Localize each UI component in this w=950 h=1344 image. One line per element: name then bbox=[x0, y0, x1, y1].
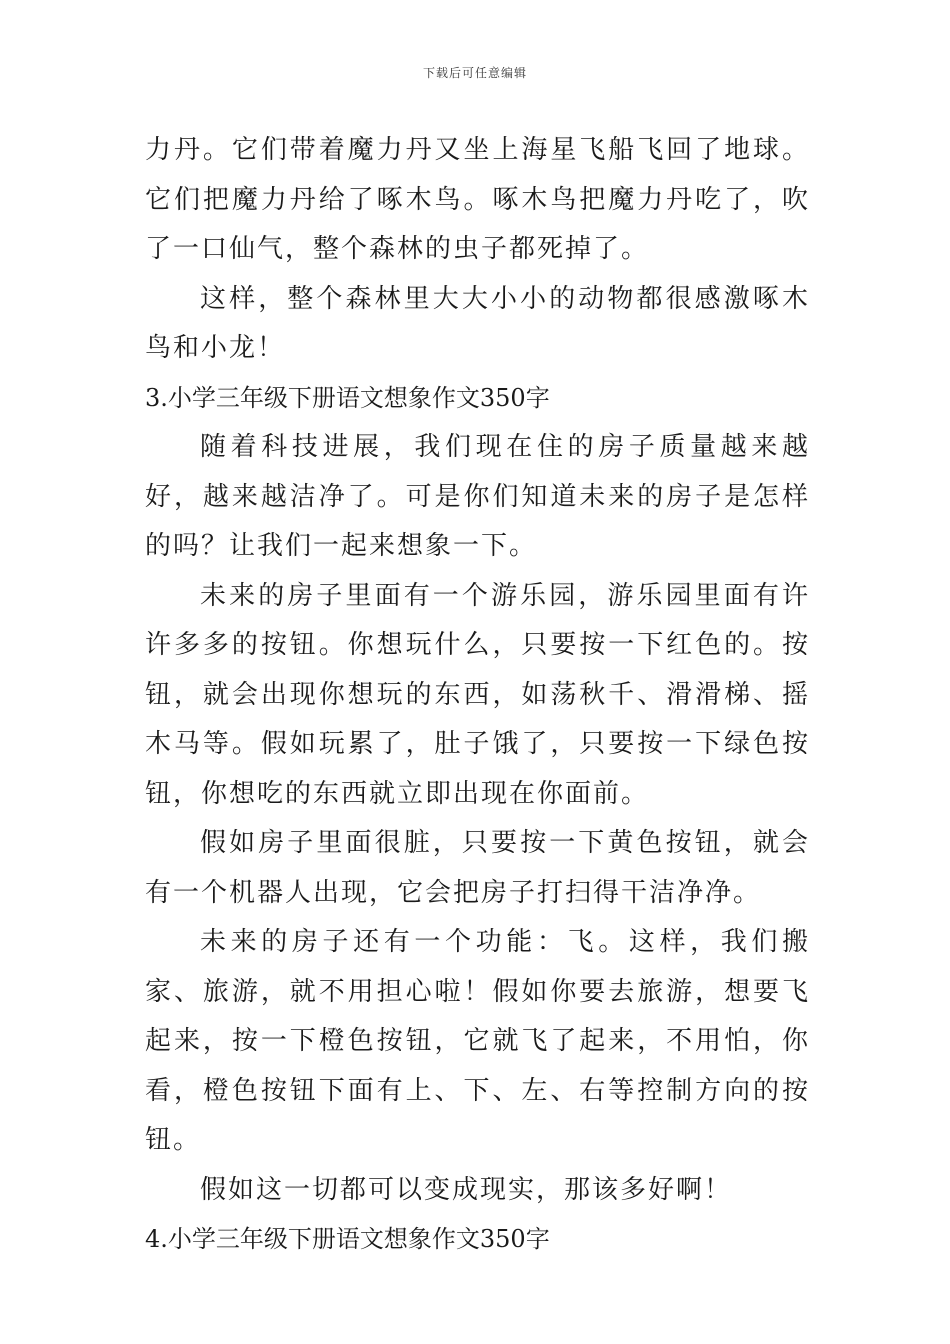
document-body bbox=[145, 126, 810, 1265]
paragraph-6: 未来的房子还有一个功能：飞。这样，我们搬家、旅游，就不用担心啦！假如你要去旅游，想要飞起来，按一下橙色按钮，它就飞了起来，不用怕，你看，橙色按钮下面有上、下、左、右等控制方向的按钮。 bbox=[145, 927, 810, 1155]
section-heading-3: 3.小学三年级下册语文想象作文350字 bbox=[145, 383, 550, 412]
section-heading-4: 4.小学三年级下册语文想象作文350字 bbox=[145, 1225, 550, 1253]
paragraph-1: 力丹。它们带着魔力丹又坐上海星飞船飞回了地球。它们把魔力丹给了啄木鸟。啄木鸟把魔力丹吃了，吹了一口仙气，整个森林的虫子都死掉了。 bbox=[145, 135, 810, 264]
paragraph-2: 这样，整个森林里大大小小的动物都很感激啄木鸟和小龙！ bbox=[145, 283, 810, 363]
paragraph-7: 假如这一切都可以变成现实，那该多好啊！ bbox=[200, 1174, 733, 1205]
page-header: 下载后可任意编辑 bbox=[422, 66, 527, 80]
paragraph-5: 假如房子里面很脏，只要按一下黄色按钮，就会有一个机器人出现，它会把房子打扫得干洁净净。 bbox=[145, 828, 810, 908]
paragraph-3: 随着科技进展，我们现在住的房子质量越来越好，越来越洁净了。可是你们知道未来的房子是怎样的吗？让我们一起来想象一下。 bbox=[145, 432, 810, 561]
paragraph-4: 未来的房子里面有一个游乐园，游乐园里面有许许多多的按钮。你想玩什么，只要按一下红色的。按钮，就会出现你想玩的东西，如荡秋千、滑滑梯、摇木马等。假如玩累了，肚子饿了，只要按一下绿色按钮，你想吃的东西就立即出现在你面前。 bbox=[145, 580, 810, 809]
